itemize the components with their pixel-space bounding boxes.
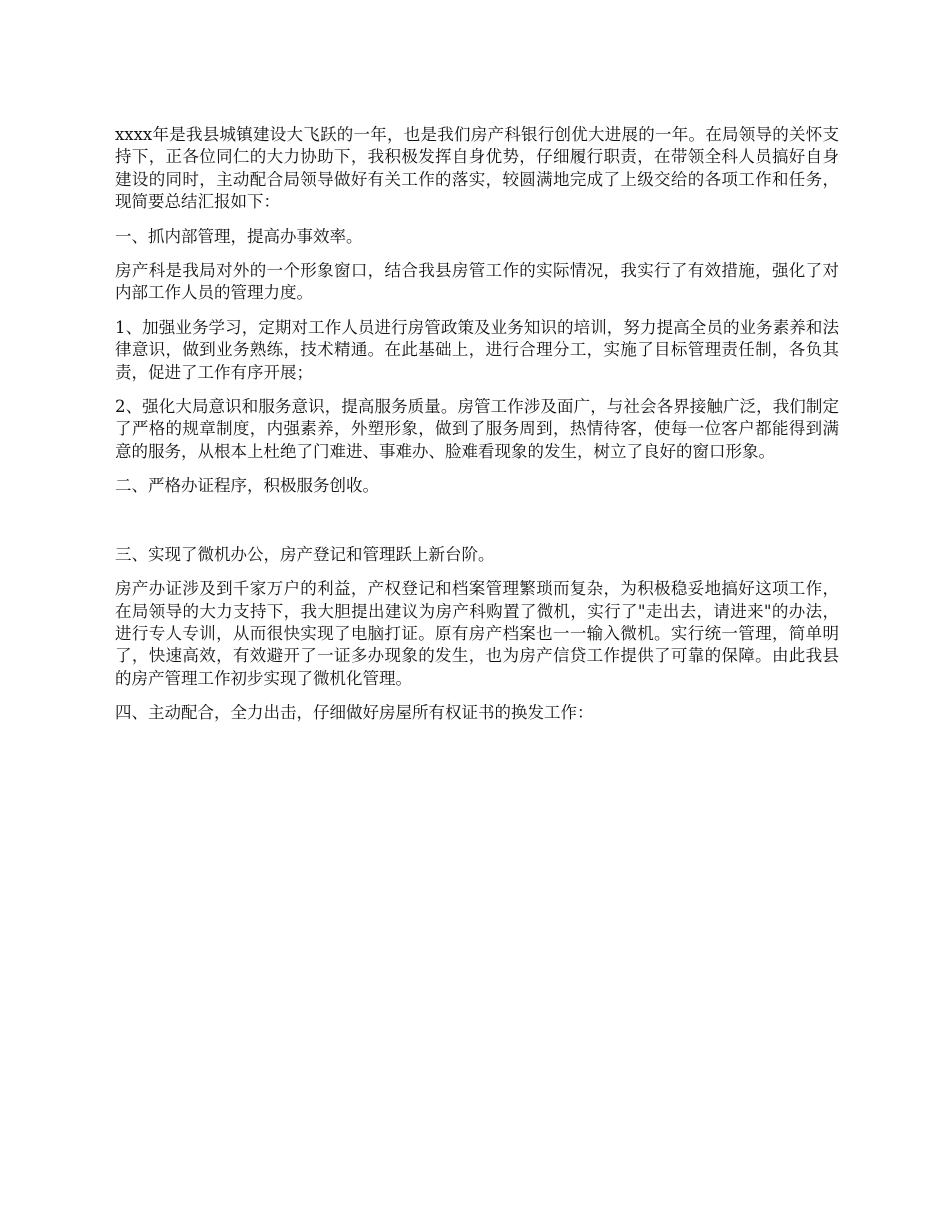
section-2-heading: 二、严格办证程序，积极服务创收。: [115, 476, 379, 496]
section-4-heading: 四、主动配合，全力出击，仔细做好房屋所有权证书的换发工作：: [115, 703, 594, 723]
blank-spacer: [115, 510, 839, 544]
section-1-heading: 一、抓内部管理，提高办事效率。: [115, 226, 363, 246]
section-1-item-1: 1、加强业务学习，定期对工作人员进行房管政策及业务知识的培训，努力提高全员的业务素养和法律意识，做到业务熟练，技术精通。在此基础上，进行合理分工，实施了目标管理责任制，各负其责，促进了工作有序开展；: [115, 317, 839, 382]
intro-paragraph: xxxx年是我县城镇建设大飞跃的一年，也是我们房产科银行创优大进展的一年。在局领导的关怀支持下，正各位同仁的大力协助下，我积极发挥自身优势，仔细履行职责，在带领全科人员搞好自身建设的同时，主动配合局领导做好有关工作的落实，较圆满地完成了上级交给的各项工作和任务，现简要总结汇报如下：: [115, 125, 839, 212]
section-3-heading: 三、实现了微机办公，房产登记和管理跃上新台阶。: [115, 544, 495, 564]
section-1-intro-paragraph: 房产科是我局对外的一个形象窗口，结合我县房管工作的实际情况，我实行了有效措施，强化了对内部工作人员的管理力度。: [115, 261, 839, 303]
section-1-item-2: 2、强化大局意识和服务意识，提高服务质量。房管工作涉及面广，与社会各界接触广泛，我们制定了严格的规章制度，内强素养，外塑形象，做到了服务周到，热情待客，使每一位客户都能得到满意的服务，从根本上杜绝了门难进、事难办、脸难看现象的发生，树立了良好的窗口形象。: [115, 397, 839, 461]
section-3-paragraph: 房产办证涉及到千家万户的利益，产权登记和档案管理繁琐而复杂，为积极稳妥地搞好这项工作，在局领导的大力支持下，我大胆提出建议为房产科购置了微机，实行了"走出去，请进来"的办法，进行专人专训，从而很快实现了电脑打证。原有房产档案也一一输入微机。实行统一管理，简单明了，快速高效，有效避开了一证多办现象的发生，也为房产信贷工作提供了可靠的保障。由此我县的房产管理工作初步实现了微机化管理。: [115, 579, 839, 688]
document-body: [115, 124, 839, 737]
